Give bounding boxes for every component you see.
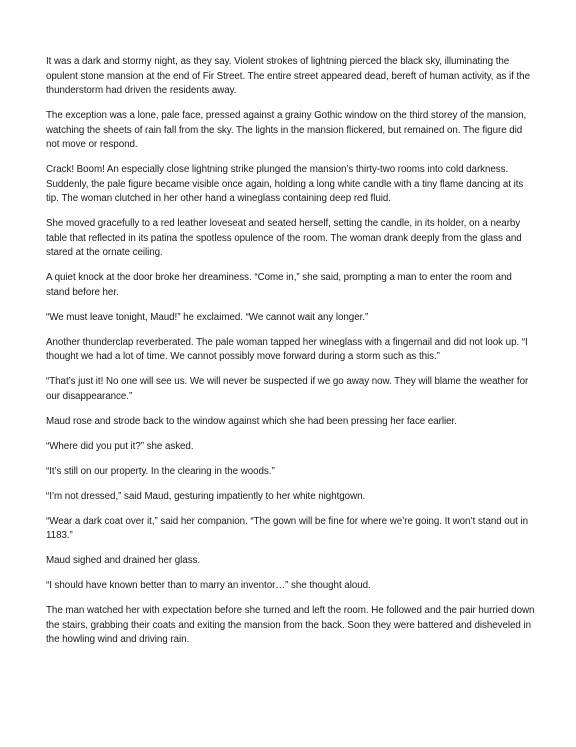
paragraph: “Wear a dark coat over it,” said her companion. “The gown will be fine for where we’re going. It won’t stand out in 1183.” — [46, 515, 528, 541]
document-body — [46, 55, 536, 658]
paragraph: It was a dark and stormy night, as they say. Violent strokes of lightning pierced the black sky, illuminating the opulent stone mansion at the end of Fir Street. The entire street appeared dead, bereft of human activity, as if the thunderstorm had driven the residents away. — [46, 56, 530, 96]
paragraph: A quiet knock at the door broke her dreaminess. “Come in,” she said, prompting a man to enter the room and stand before her. — [46, 272, 512, 298]
paragraph: She moved gracefully to a red leather loveseat and seated herself, setting the candle, in its holder, on a nearby table that reflected in its patina the spotless opulence of the room. The woman drank deeply from the glass and stared at the ornate ceiling. — [46, 218, 522, 258]
paragraph: “We must leave tonight, Maud!” he exclaimed. “We cannot wait any longer.” — [46, 311, 369, 323]
paragraph: “Where did you put it?” she asked. — [46, 440, 194, 452]
paragraph: “It’s still on our property. In the clearing in the woods.” — [46, 465, 275, 477]
paragraph: Maud sighed and drained her glass. — [46, 555, 201, 566]
paragraph: “I’m not dressed,” said Maud, gesturing impatiently to her white nightgown. — [46, 490, 366, 502]
paragraph: “I should have known better than to marry an inventor…” she thought aloud. — [46, 580, 371, 591]
paragraph: The exception was a lone, pale face, pressed against a grainy Gothic window on the third storey of the mansion, watching the sheets of rain fall from the sky. The lights in the mansion flickered, but remained on. The figure did not move or respond. — [46, 110, 527, 150]
paragraph: The man watched her with expectation before she turned and left the room. He followed and the pair hurried down the stairs, grabbing their coats and exiting the mansion from the back. Soon they were battered and disheveled in the howling wind and driving rain. — [46, 605, 535, 645]
paragraph: Another thunderclap reverberated. The pale woman tapped her wineglass with a fingernail and did not look up. “I thought we had a lot of time. We cannot possibly move forward during a storm such as this.” — [46, 336, 528, 362]
paragraph: Crack! Boom! An especially close lightning strike plunged the mansion’s thirty-two rooms into cold darkness. Suddenly, the pale figure became visible once again, holding a long white candle with a tiny flame dancing at its tip. The woman clutched in her other hand a wineglass containing deep red fluid. — [46, 164, 524, 204]
paragraph: “That’s just it! No one will see us. We will never be suspected if we go away now. They will blame the weather for our disappearance.” — [46, 376, 529, 402]
paragraph: Maud rose and strode back to the window against which she had been pressing her face earlier. — [46, 415, 457, 427]
